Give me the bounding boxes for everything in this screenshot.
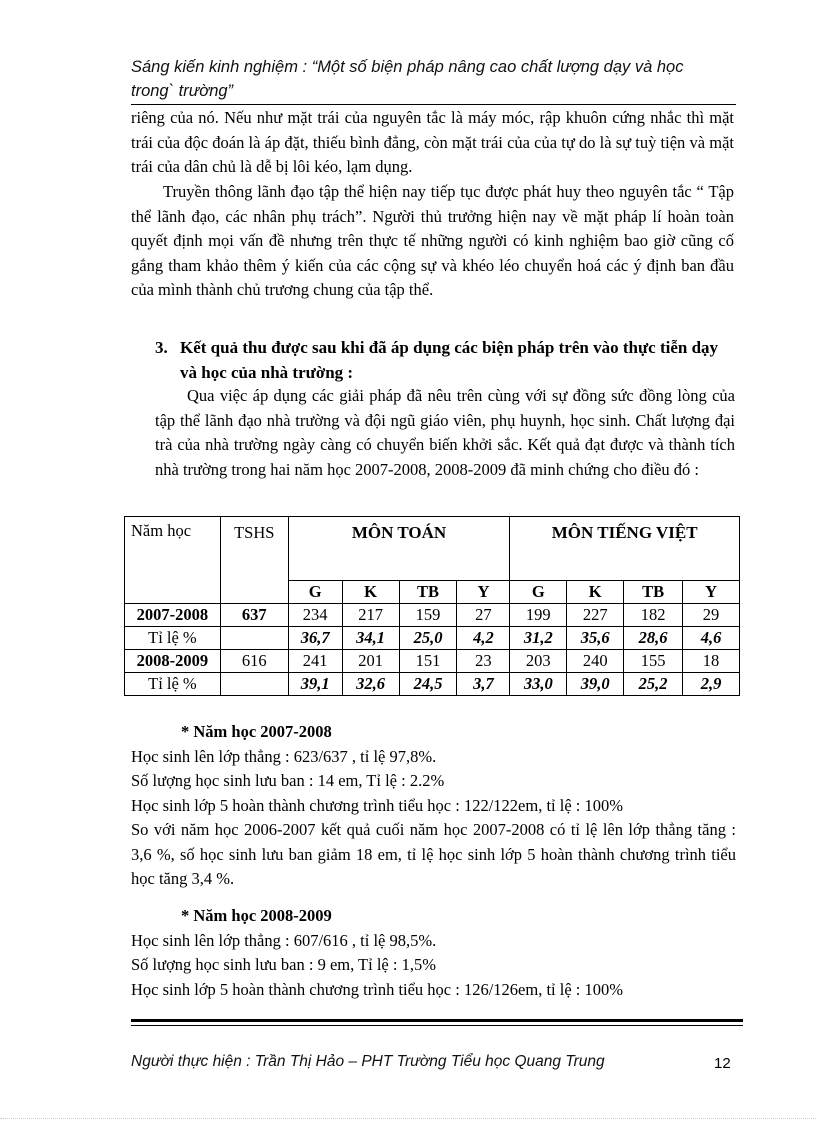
table-row bbox=[125, 604, 740, 627]
year-2008-2009-block bbox=[131, 904, 736, 1002]
cell-value: 29 bbox=[683, 604, 740, 627]
year-heading: * Năm học 2007-2008 bbox=[181, 722, 332, 741]
cell-value: 240 bbox=[567, 650, 624, 673]
cell-value: 182 bbox=[624, 604, 683, 627]
cell-percent: 36,7 bbox=[288, 627, 342, 650]
grade-header: TB bbox=[399, 581, 457, 604]
cell-percent: 25,2 bbox=[624, 673, 683, 696]
table-row bbox=[125, 627, 740, 650]
result-line: Học sinh lớp 5 hoàn thành chương trình tiểu học : 122/122em, tỉ lệ : 100% bbox=[131, 795, 623, 815]
footer-rule-thin bbox=[131, 1025, 743, 1026]
year-heading: * Năm học 2008-2009 bbox=[181, 906, 332, 925]
grade-header: G bbox=[510, 581, 567, 604]
header-line-1: Sáng kiến kinh nghiệm : “Một số biện pháp nâng cao chất lượng dạy và học bbox=[131, 58, 684, 76]
cell-percent: 39,1 bbox=[288, 673, 342, 696]
footer-rule-thick bbox=[131, 1019, 743, 1022]
cell-percent: 34,1 bbox=[342, 627, 399, 650]
section-title: Kết quả thu được sau khi đã áp dụng các biện pháp trên vào thực tiễn dạy và học của nhà trường : bbox=[180, 338, 719, 382]
cell-value: 227 bbox=[567, 604, 624, 627]
cell-tshs bbox=[220, 627, 288, 650]
cell-percent: 4,2 bbox=[457, 627, 510, 650]
row-label: 2007-2008 bbox=[125, 604, 221, 627]
cell-tshs: 616 bbox=[220, 650, 288, 673]
grade-header: Y bbox=[683, 581, 740, 604]
cell-value: 217 bbox=[342, 604, 399, 627]
cell-value: 159 bbox=[399, 604, 457, 627]
cell-value: 203 bbox=[510, 650, 567, 673]
page-bottom-divider bbox=[0, 1118, 816, 1119]
header-line-2: trong` trường” bbox=[131, 82, 234, 100]
page-header bbox=[131, 55, 741, 103]
cell-tshs bbox=[220, 673, 288, 696]
footer-author: Người thực hiện : Trần Thị Hảo – PHT Trường Tiểu học Quang Trung bbox=[131, 1053, 605, 1070]
cell-percent: 31,2 bbox=[510, 627, 567, 650]
page-number: 12 bbox=[714, 1055, 731, 1072]
year-2007-2008-block bbox=[131, 720, 736, 892]
row-label: Tỉ lệ % bbox=[125, 673, 221, 696]
cell-percent: 35,6 bbox=[567, 627, 624, 650]
grade-header: TB bbox=[624, 581, 683, 604]
cell-value: 241 bbox=[288, 650, 342, 673]
cell-percent: 4,6 bbox=[683, 627, 740, 650]
cell-percent: 32,6 bbox=[342, 673, 399, 696]
cell-percent: 3,7 bbox=[457, 673, 510, 696]
row-label: 2008-2009 bbox=[125, 650, 221, 673]
col-header-tshs: TSHS bbox=[220, 517, 288, 604]
table-row bbox=[125, 650, 740, 673]
cell-value: 151 bbox=[399, 650, 457, 673]
comparison-text: So với năm học 2006-2007 kết quả cuối năm học 2007-2008 có tỉ lệ lên lớp thẳng tăng : 3,6 %, số học sinh lưu ban giảm 18 em, tỉ lệ học sinh lớp 5 hoàn thành chương trình tiểu học tăng 3,4 %. bbox=[131, 820, 736, 888]
cell-percent: 2,9 bbox=[683, 673, 740, 696]
result-line: Học sinh lớp 5 hoàn thành chương trình tiểu học : 126/126em, tỉ lệ : 100% bbox=[131, 979, 623, 999]
result-line: Số lượng học sinh lưu ban : 9 em, Tỉ lệ : 1,5% bbox=[131, 955, 436, 974]
paragraph-continued: riêng của nó. Nếu như mặt trái của nguyên tắc là máy móc, rập khuôn cứng nhắc thì mặt trái của độc đoán là áp đặt, thiếu bình đẳng, còn mặt trái của của tự do là sự tuỳ tiện và mặt trái của dân chủ là dễ bị lôi kéo, lạm dụng. bbox=[131, 108, 734, 176]
cell-value: 201 bbox=[342, 650, 399, 673]
result-line: Số lượng học sinh lưu ban : 14 em, Tỉ lệ : 2.2% bbox=[131, 771, 445, 790]
cell-value: 199 bbox=[510, 604, 567, 627]
section-heading bbox=[155, 336, 735, 385]
result-line: Học sinh lên lớp thẳng : 607/616 , tỉ lệ 98,5%. bbox=[131, 930, 437, 950]
grade-header: K bbox=[567, 581, 624, 604]
cell-value: 234 bbox=[288, 604, 342, 627]
section-number: 3. bbox=[155, 338, 168, 357]
cell-value: 155 bbox=[624, 650, 683, 673]
cell-percent: 39,0 bbox=[567, 673, 624, 696]
cell-tshs: 637 bbox=[220, 604, 288, 627]
cell-percent: 33,0 bbox=[510, 673, 567, 696]
cell-value: 23 bbox=[457, 650, 510, 673]
results-table bbox=[124, 516, 740, 696]
result-line: Học sinh lên lớp thẳng : 623/637 , tỉ lệ 97,8%. bbox=[131, 746, 437, 766]
intro-paragraph: Qua việc áp dụng các giải pháp đã nêu trên cùng với sự đồng sức đồng lòng của tập thể lãnh đạo nhà trường và đội ngũ giáo viên, phụ huynh, học sinh. Chất lượng đại trà của nhà trường ngày càng có chuyển biến khởi sắc. Kết quả đạt được và thành tích nhà trường trong hai năm học 2007-2008, 2008-2009 đã minh chứng cho điều đó : bbox=[155, 386, 735, 479]
table-row bbox=[125, 673, 740, 696]
col-header-math: MÔN TOÁN bbox=[288, 517, 510, 581]
col-header-year: Năm học bbox=[125, 517, 221, 604]
cell-value: 18 bbox=[683, 650, 740, 673]
paragraph-leadership: Truyền thông lãnh đạo tập thể hiện nay tiếp tục được phát huy theo nguyên tắc “ Tập thể lãnh đạo, các nhân phụ trách”. Người thủ trưởng hiện nay về mặt pháp lí hoàn toàn quyết định mọi vấn đề nhưng trên thực tế những người có kinh nghiệm bao giờ cũng cố gắng tham khảo thêm ý kiến của các cộng sự và khéo léo chuyển hoá các ý định ban đầu của mình thành chủ trương chung của tập thể. bbox=[131, 182, 734, 299]
cell-value: 27 bbox=[457, 604, 510, 627]
grade-header: Y bbox=[457, 581, 510, 604]
row-label: Tỉ lệ % bbox=[125, 627, 221, 650]
cell-percent: 25,0 bbox=[399, 627, 457, 650]
col-header-vietnamese: MÔN TIẾNG VIỆT bbox=[510, 517, 740, 581]
cell-percent: 28,6 bbox=[624, 627, 683, 650]
grade-header: K bbox=[342, 581, 399, 604]
cell-percent: 24,5 bbox=[399, 673, 457, 696]
header-rule bbox=[131, 104, 736, 105]
grade-header: G bbox=[288, 581, 342, 604]
